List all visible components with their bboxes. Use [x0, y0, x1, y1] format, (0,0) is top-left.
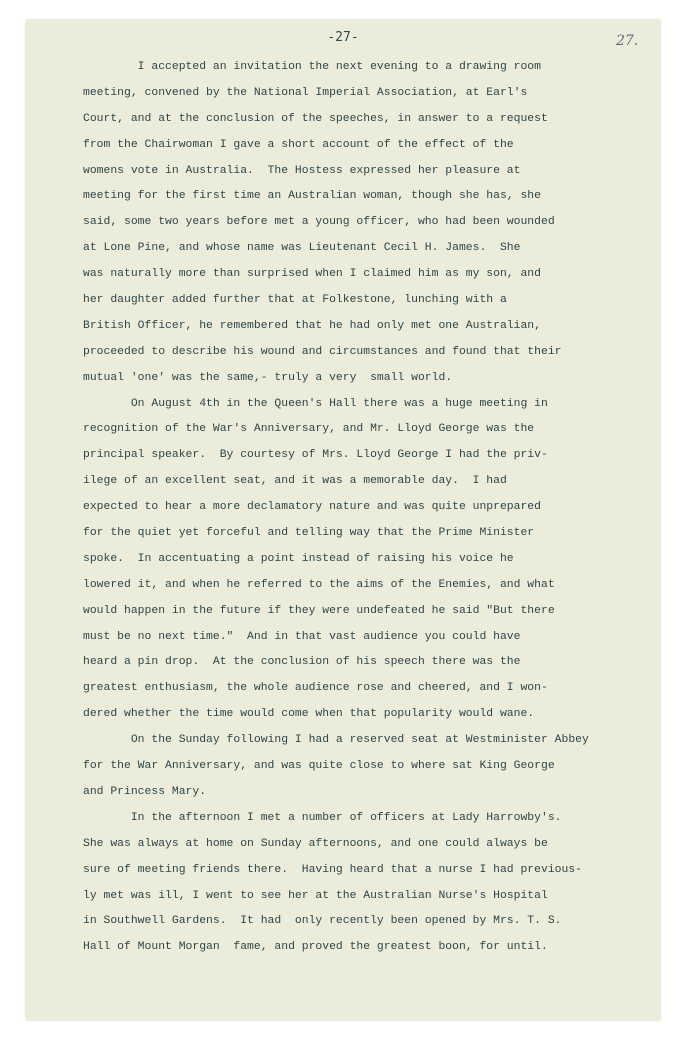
text-line: She was always at home on Sunday afternoons, and one could always be	[83, 837, 548, 850]
paragraph-westminster-abbey	[83, 728, 653, 806]
text-line: womens vote in Australia. The Hostess expressed her pleasure at	[83, 164, 521, 177]
text-line: On the Sunday following I had a reserved seat at Westminister Abbey	[83, 734, 589, 747]
text-line: heard a pin drop. At the conclusion of his speech there was the	[83, 656, 521, 669]
text-line: her daughter added further that at Folkestone, lunching with a	[83, 294, 507, 307]
text-line: spoke. In accentuating a point instead of raising his voice he	[83, 552, 514, 565]
text-line: dered whether the time would come when that popularity would wane.	[83, 708, 535, 721]
text-line: in Southwell Gardens. It had only recently been opened by Mrs. T. S.	[83, 915, 562, 928]
text-line: In the afternoon I met a number of officers at Lady Harrowby's.	[83, 811, 562, 824]
text-line: for the War Anniversary, and was quite close to where sat King George	[83, 760, 555, 773]
text-line: principal speaker. By courtesy of Mrs. Lloyd George I had the priv-	[83, 449, 548, 462]
paragraph-drawing-room-meeting	[83, 55, 653, 392]
text-line: On August 4th in the Queen's Hall there was a huge meeting in	[83, 397, 548, 410]
body-text	[83, 55, 653, 961]
text-line: ly met was ill, I went to see her at the Australian Nurse's Hospital	[83, 889, 548, 902]
text-line: mutual 'one' was the same,- truly a very small world.	[83, 371, 453, 384]
text-line: recognition of the War's Anniversary, and Mr. Lloyd George was the	[83, 423, 535, 436]
paragraph-lady-harrowby	[83, 806, 653, 961]
text-line: expected to hear a more declamatory nature and was quite unprepared	[83, 501, 541, 514]
text-line: ilege of an excellent seat, and it was a memorable day. I had	[83, 475, 507, 488]
text-line: lowered it, and when he referred to the aims of the Enemies, and what	[83, 578, 555, 591]
paragraph-queens-hall	[83, 392, 653, 729]
text-line: said, some two years before met a young officer, who had been wounded	[83, 216, 555, 229]
text-line: proceeded to describe his wound and circumstances and found that their	[83, 345, 562, 358]
text-line: I accepted an invitation the next evening to a drawing room	[83, 61, 541, 73]
text-line: greatest enthusiasm, the whole audience rose and cheered, and I won-	[83, 682, 548, 695]
text-line: sure of meeting friends there. Having heard that a nurse I had previous-	[83, 863, 582, 876]
text-line: meeting for the first time an Australian woman, though she has, she	[83, 190, 541, 203]
typescript-page	[26, 20, 660, 1020]
text-line: from the Chairwoman I gave a short account of the effect of the	[83, 138, 514, 151]
text-line: would happen in the future if they were undefeated he said "But there	[83, 604, 555, 617]
text-line: at Lone Pine, and whose name was Lieutenant Cecil H. James. She	[83, 242, 521, 255]
text-line: meeting, convened by the National Imperial Association, at Earl's	[83, 86, 528, 99]
handwritten-folio-number: 27.	[616, 33, 639, 49]
text-line: for the quiet yet forceful and telling way that the Prime Minister	[83, 527, 535, 540]
text-line: and Princess Mary.	[83, 785, 207, 798]
text-line: Hall of Mount Morgan fame, and proved the greatest boon, for until.	[83, 941, 548, 954]
text-line: British Officer, he remembered that he had only met one Australian,	[83, 319, 541, 332]
text-line: Court, and at the conclusion of the speeches, in answer to a request	[83, 112, 548, 125]
page-number: -27-	[327, 30, 359, 45]
text-line: was naturally more than surprised when I claimed him as my son, and	[83, 268, 541, 281]
text-line: must be no next time." And in that vast audience you could have	[83, 630, 521, 643]
